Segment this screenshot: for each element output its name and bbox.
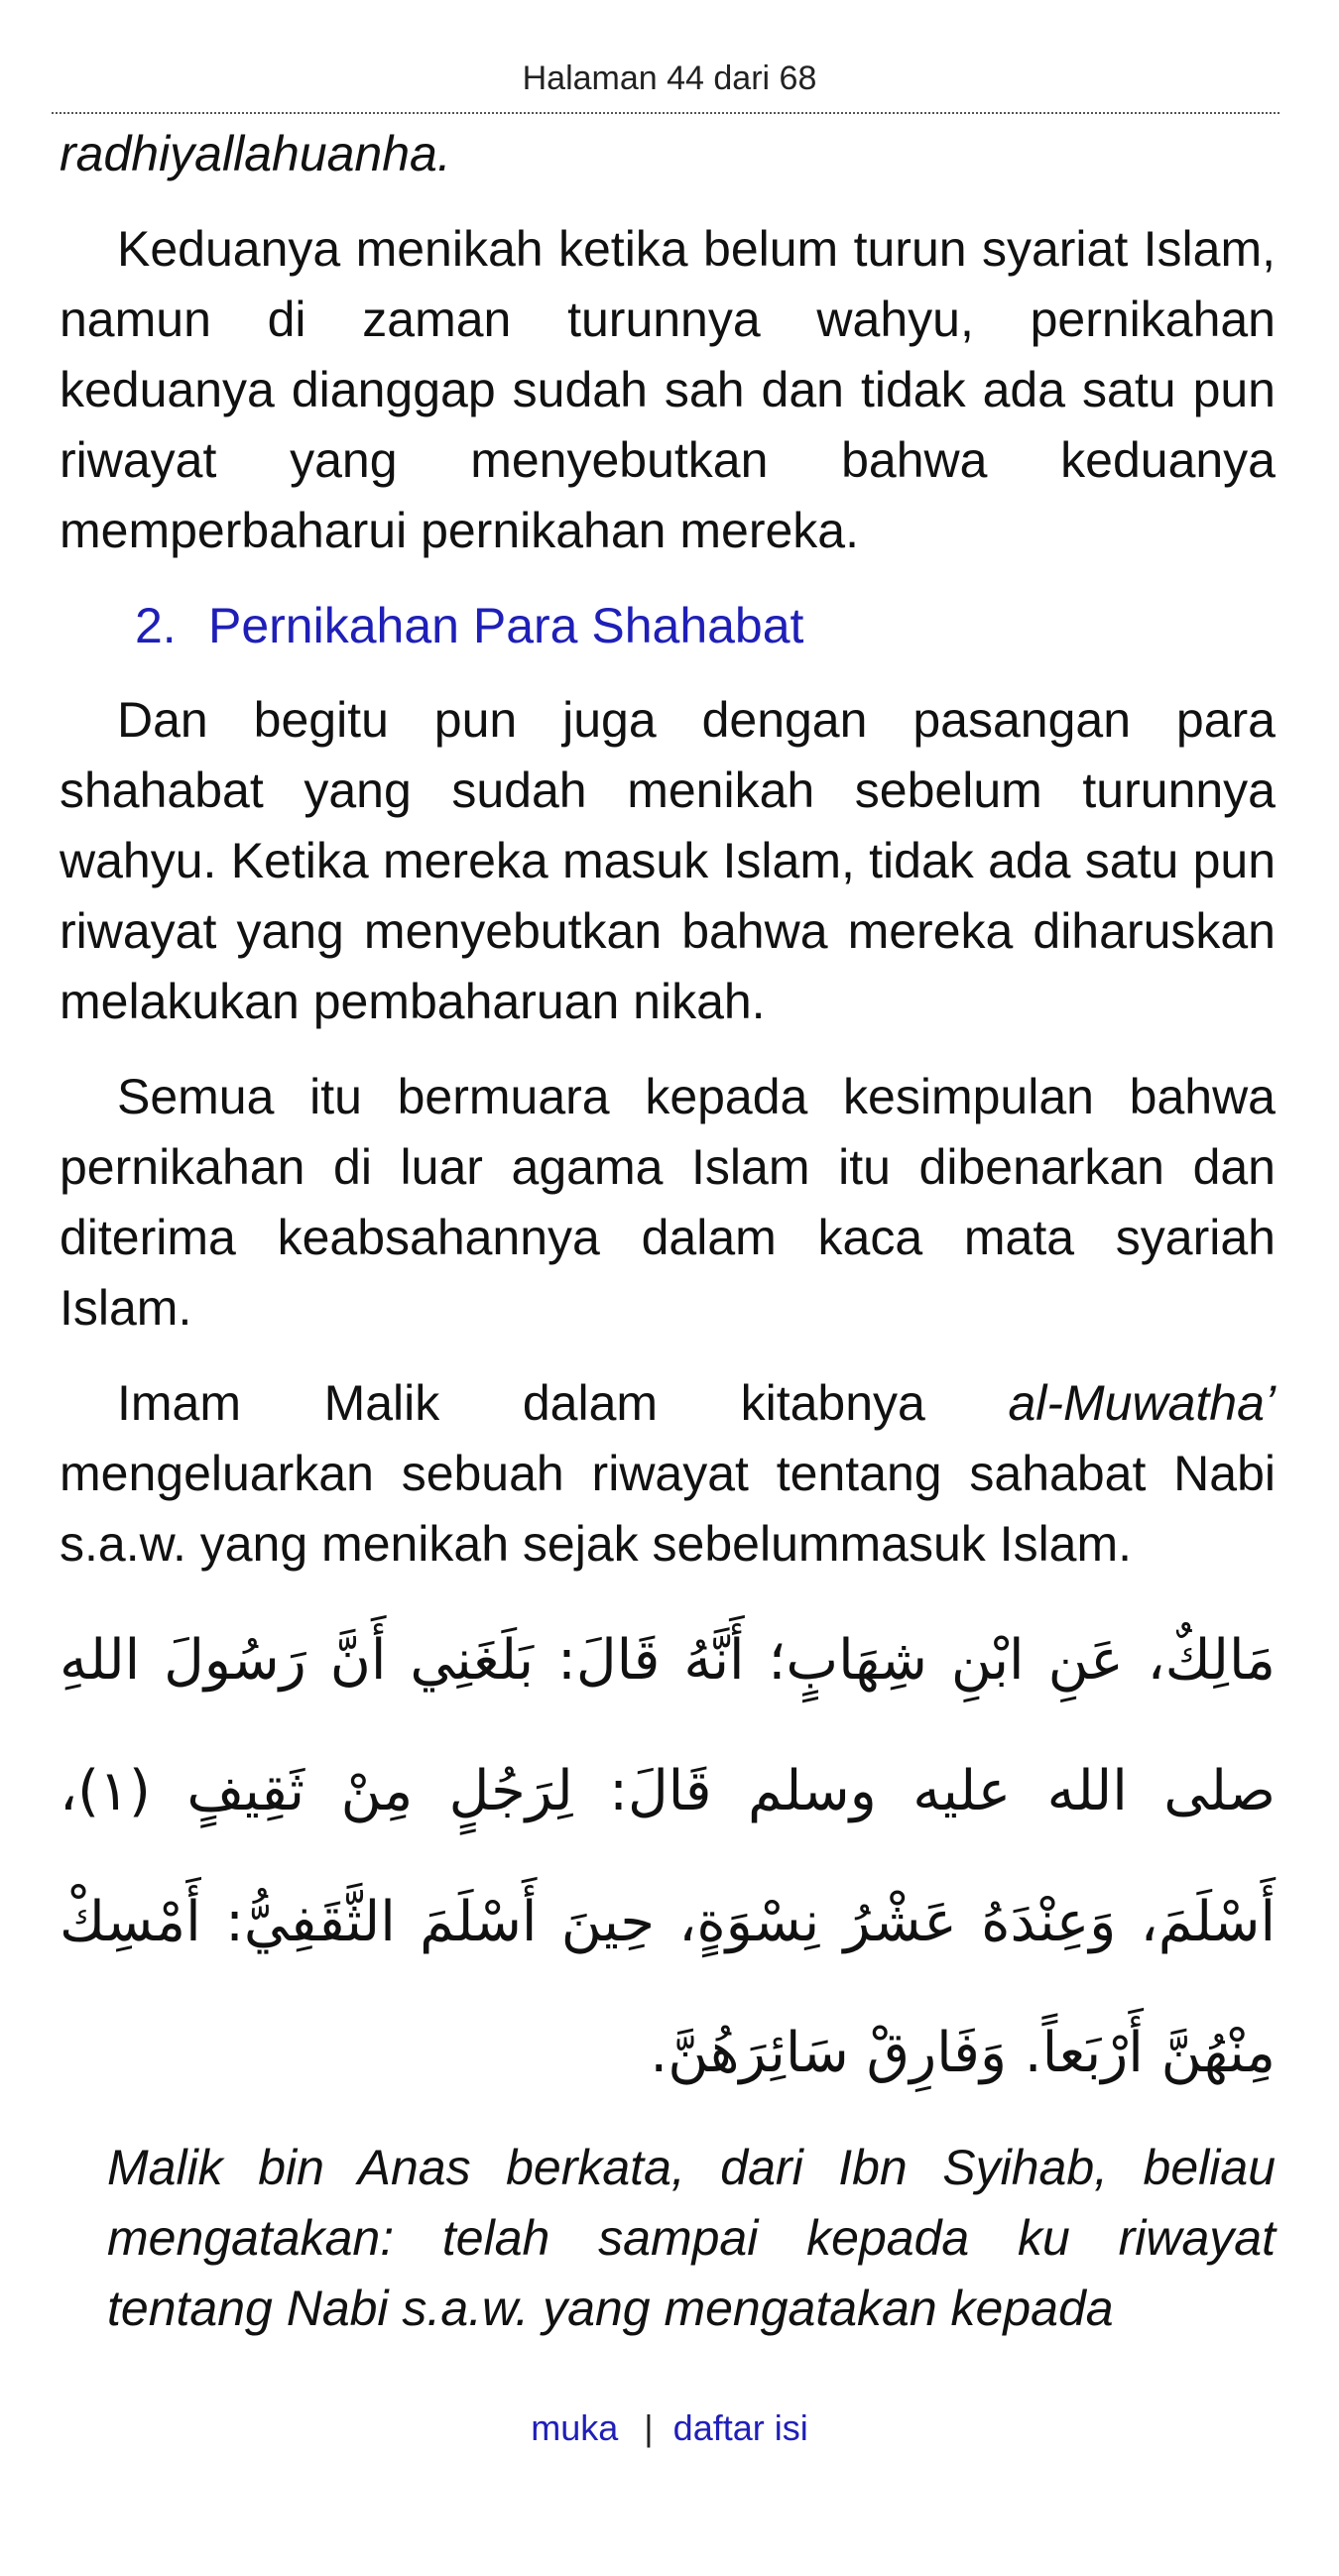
toc-link[interactable]: daftar isi <box>672 2407 808 2448</box>
paragraph-1: Keduanya menikah ketika belum turun syariat Islam, namun di zaman turunnya wahyu, pernikahan keduanya dianggap sudah sah dan tidak ada satu pun riwayat yang menyebutkan bahwa keduanya memperbaharui pernikahan mereka. <box>60 221 1276 558</box>
heading-number: 2. <box>135 598 177 653</box>
header-divider <box>52 112 1279 114</box>
section-heading <box>135 591 1276 660</box>
arabic-hadith: مَالِكٌ، عَنِ ابْنِ شِهَابٍ؛ أَنَّهُ قَالَ: بَلَغَنِي أَنَّ رَسُولَ اللهِ صلى الله عليه وسلم قَالَ: لِرَجُلٍ مِنْ ثَقِيفٍ (١)، أَسْلَمَ، وَعِنْدَهُ عَشْرُ نِسْوَةٍ، حِينَ أَسْلَمَ الثَّقَفِيُّ: أَمْسِكْ مِنْهُنَّ أَرْبَعاً. وَفَارِقْ سَائِرَهُنَّ. <box>60 1628 1276 2085</box>
continued-text: radhiyallahuanha. <box>60 126 451 181</box>
page-content <box>60 119 1276 2344</box>
p4-text-start: Imam Malik dalam kitabnya <box>117 1375 1009 1431</box>
home-link[interactable]: muka <box>531 2407 619 2448</box>
paragraph-4 <box>60 1368 1276 1580</box>
footer-nav <box>0 2407 1339 2449</box>
page-number-header: Halaman 44 dari 68 <box>522 59 817 97</box>
heading-text: Pernikahan Para Shahabat <box>208 598 804 653</box>
paragraph-3: Semua itu bermuara kepada kesimpulan bahwa pernikahan di luar agama Islam itu dibenarkan dan diterima keabsahannya dalam kaca mata syariah Islam. <box>60 1069 1276 1336</box>
nav-separator: | <box>644 2407 654 2448</box>
p4-text-end: mengeluarkan sebuah riwayat tentang sahabat Nabi s.a.w. yang menikah sejak sebelummasuk Islam. <box>60 1446 1276 1572</box>
hadith-translation: Malik bin Anas berkata, dari Ibn Syihab, beliau mengatakan: telah sampai kepada ku riwayat tentang Nabi s.a.w. yang mengatakan kepada <box>107 2140 1276 2336</box>
book-title: al-Muwatha’ <box>1008 1375 1276 1431</box>
paragraph-continuation <box>60 119 1276 189</box>
paragraph-2: Dan begitu pun juga dengan pasangan para shahabat yang sudah menikah sebelum turunnya wahyu. Ketika mereka masuk Islam, tidak ada satu pun riwayat yang menyebutkan bahwa mereka diharuskan melakukan pembaharuan nikah. <box>60 692 1276 1029</box>
